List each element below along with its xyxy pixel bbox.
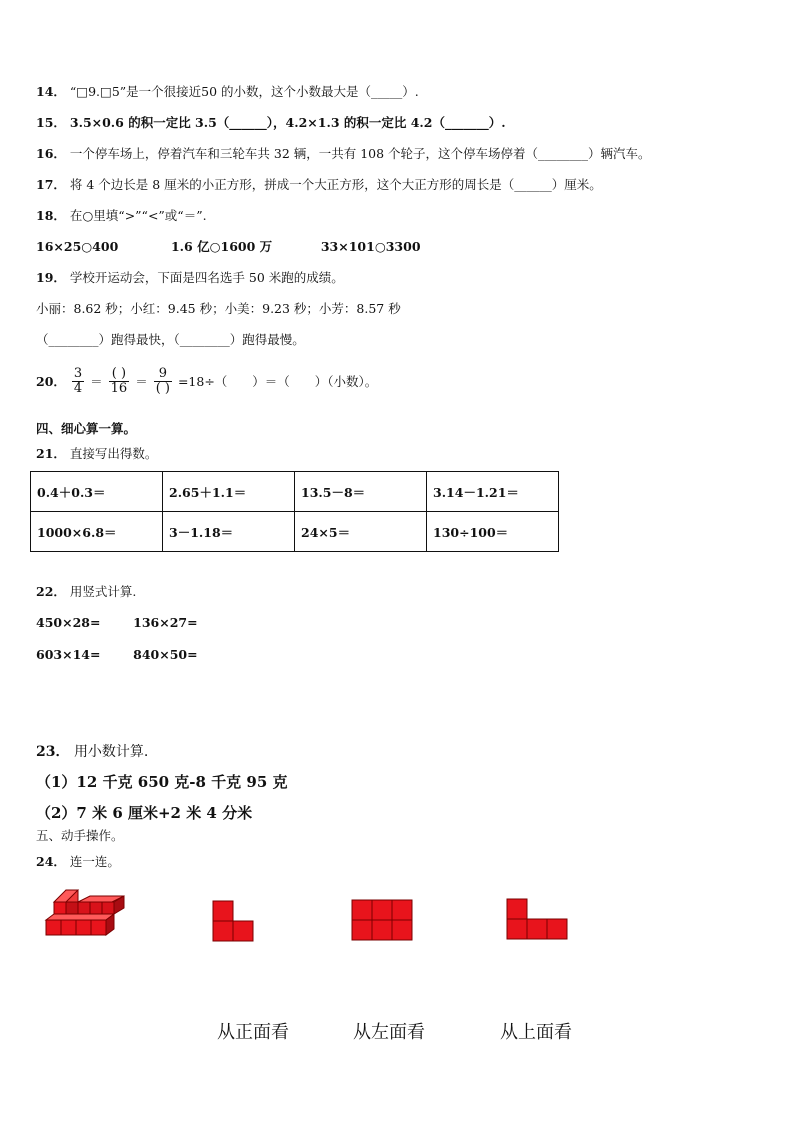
question-number: 23．: [36, 744, 70, 760]
question-text: 3.5×0.6 的积一定比 3.5（______），4.2×1.3 的积一定比 4.2（_______）.: [69, 115, 506, 130]
question-number: 22．: [36, 584, 66, 599]
question-19: [36, 272, 344, 285]
view-shape-a: [212, 900, 256, 942]
question-number: 18．: [36, 208, 66, 223]
question-15: [36, 117, 506, 130]
question-text: 用竖式计算.: [69, 584, 137, 599]
decimal-calc-item: （2）7 米 6 厘米+2 米 4 分米: [36, 804, 253, 822]
fraction-numerator: 3: [73, 366, 83, 381]
vertical-calc-row: [36, 649, 198, 662]
fraction-1: [72, 367, 84, 395]
table-cell: 130÷100＝: [427, 512, 559, 552]
decimal-calc-item: （1）12 千克 650 克-8 千克 95 克: [36, 773, 288, 791]
view-label-left: 从左面看: [353, 1022, 425, 1043]
view-label-top: 从上面看: [500, 1022, 572, 1043]
question-text: =18÷（ ）＝（ ）（小数）。: [177, 374, 378, 390]
question-text: 一个停车场上，停着汽车和三轮车共 32 辆，一共有 108 个轮子，这个停车场停着（________）辆汽车。: [69, 146, 651, 161]
question-text: 直接写出得数。: [69, 446, 158, 461]
table-cell: 0.4＋0.3＝: [31, 472, 163, 512]
question-number: 17．: [36, 177, 66, 192]
race-answer: （________）跑得最快，（________）跑得最慢。: [36, 332, 305, 347]
question-text: 在○里填“>”“<”或“＝”.: [69, 208, 207, 223]
calc-item: 840×50=: [133, 647, 198, 662]
view-shape-b: [351, 899, 413, 941]
question-number: 15．: [36, 115, 66, 130]
fraction-2: [109, 367, 130, 395]
calc-item: 603×14=: [36, 647, 101, 662]
cube-stack-figure: [44, 886, 128, 948]
compare-items: [36, 241, 421, 254]
question-18: [36, 210, 207, 223]
question-number: 16．: [36, 146, 66, 161]
table-cell: 3.14－1.21＝: [427, 472, 559, 512]
question-16: [36, 148, 651, 161]
question-text: 用小数计算.: [73, 744, 149, 760]
table-cell: 3－1.18＝: [163, 512, 295, 552]
table-row: [31, 472, 559, 512]
question-text: 学校开运动会，下面是四名选手 50 米跑的成绩。: [69, 270, 344, 285]
question-21: [36, 448, 157, 461]
question-23: [36, 741, 148, 761]
compare-item: 16×25○400: [36, 239, 119, 254]
compare-item: 33×101○3300: [320, 239, 421, 254]
question-text: 连一连。: [69, 854, 120, 869]
mental-math-table: [30, 471, 559, 552]
section-4-heading: 四、细心算一算。: [36, 421, 137, 436]
table-row: [31, 512, 559, 552]
calc-item: 450×28=: [36, 615, 101, 630]
fraction-numerator: 9: [154, 367, 172, 382]
question-17: [36, 179, 602, 192]
question-number: 20．: [36, 374, 66, 390]
question-22: [36, 586, 136, 599]
table-cell: 13.5－8＝: [295, 472, 427, 512]
fraction-denominator: ( ): [155, 380, 170, 396]
vertical-calc-row: [36, 617, 198, 630]
view-shape-c: [506, 898, 570, 940]
section-5-heading: 五、动手操作。: [36, 828, 124, 843]
fraction-3: [154, 367, 172, 395]
calc-item: 136×27=: [133, 615, 198, 630]
question-14: [36, 86, 419, 99]
question-number: 21．: [36, 446, 66, 461]
race-results: 小丽：8.62 秒；小红：9.45 秒；小美：9.23 秒；小芳：8.57 秒: [36, 301, 401, 316]
table-cell: 1000×6.8＝: [31, 512, 163, 552]
table-cell: 2.65＋1.1＝: [163, 472, 295, 512]
table-cell: 24×5＝: [295, 512, 427, 552]
question-20: 20． $\frac{3}{4}$ ＝ $\frac{( )}{16}$ ＝ $\frac{9}{( )}$ =18÷（ ）＝（ ）（小数）。: [36, 366, 378, 396]
question-24: [36, 856, 120, 869]
question-number: 19．: [36, 270, 66, 285]
question-number: 24．: [36, 854, 66, 869]
fraction-numerator: ( ): [109, 367, 130, 382]
question-text: “□9.□5”是一个很接近50 的小数，这个小数最大是（_____）.: [69, 84, 419, 99]
fraction-denominator: 4: [73, 380, 83, 396]
fraction-denominator: 16: [110, 380, 128, 396]
question-number: 14．: [36, 84, 66, 99]
compare-item: 1.6 亿○1600 万: [170, 239, 273, 254]
question-text: 将 4 个边长是 8 厘米的小正方形，拼成一个大正方形，这个大正方形的周长是（______）厘米。: [69, 177, 602, 192]
view-label-front: 从正面看: [217, 1022, 289, 1043]
